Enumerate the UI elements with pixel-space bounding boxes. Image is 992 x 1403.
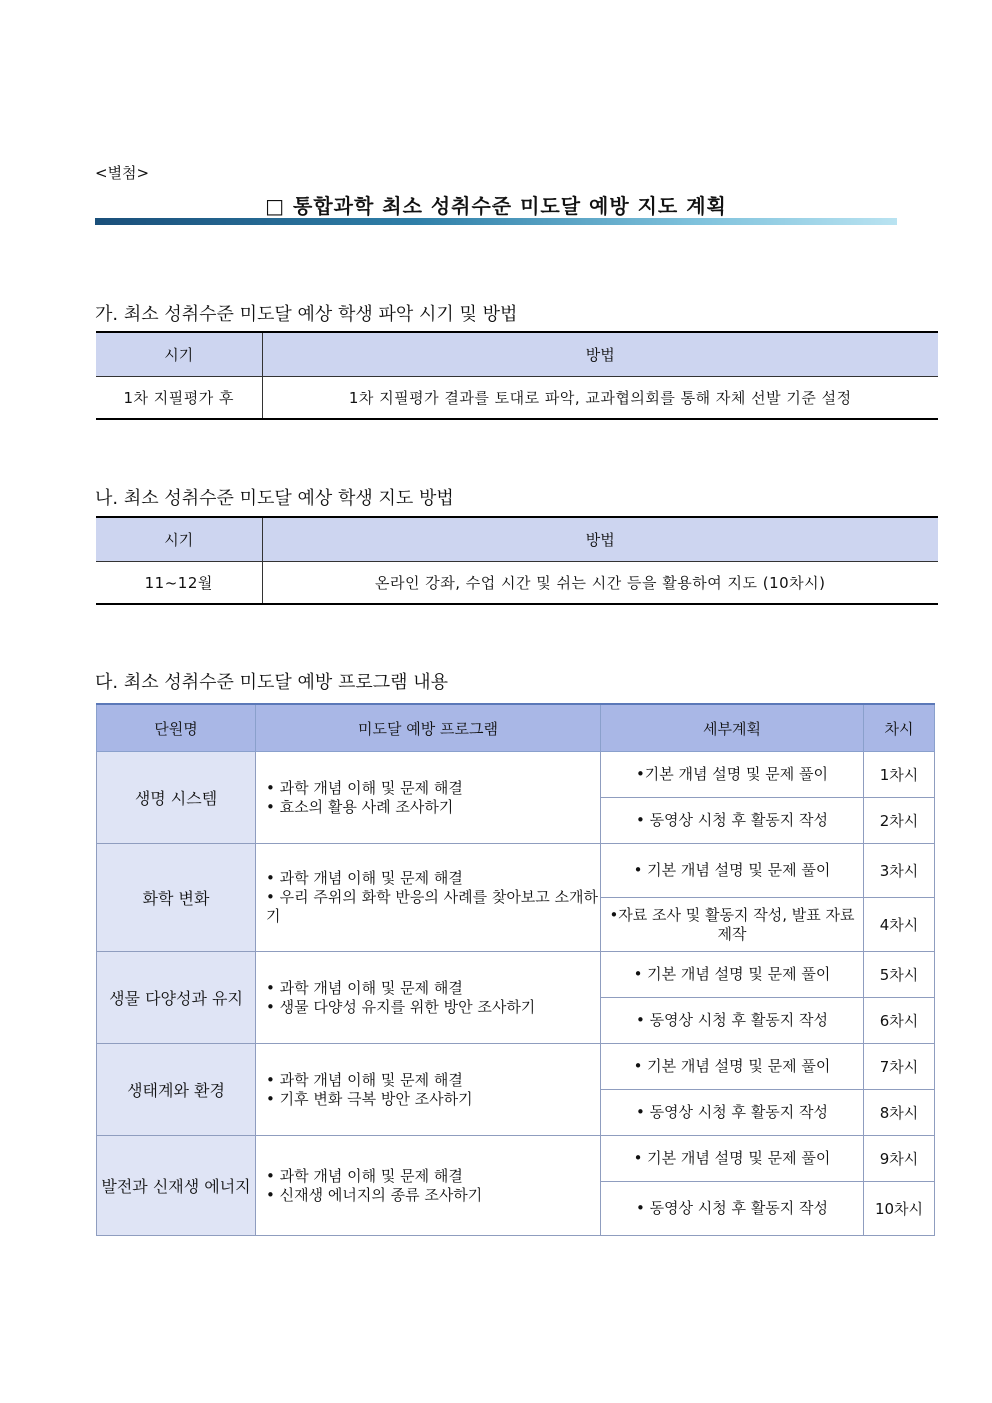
table-row: [96, 377, 938, 420]
session-cell: 8차시: [864, 1090, 935, 1136]
attachment-label: <별첨>: [95, 164, 150, 182]
session-cell: 7차시: [864, 1044, 935, 1090]
time-cell: 1차 지필평가 후: [96, 377, 262, 420]
time-cell: 11~12월: [96, 562, 262, 605]
program-item: • 신재생 에너지의 종류 조사하기: [266, 1185, 483, 1204]
program-table: [96, 703, 935, 1236]
title-underline-bar: [95, 218, 897, 225]
detail-plan-cell: •자료 조사 및 활동지 작성, 발표 자료 제작: [601, 898, 864, 952]
unit-name-cell: 생물 다양성과 유지: [97, 952, 256, 1044]
detail-plan-cell: • 동영상 시청 후 활동지 작성: [601, 1090, 864, 1136]
col-method-header: 방법: [262, 517, 938, 562]
col-method-header: 방법: [262, 332, 938, 377]
table-header-row: [96, 517, 938, 562]
program-item: • 과학 개념 이해 및 문제 해결: [266, 1070, 463, 1089]
program-item: • 생물 다양성 유지를 위한 방안 조사하기: [266, 997, 536, 1016]
unit-name-cell: 발전과 신재생 에너지: [97, 1136, 256, 1236]
table-row: [97, 844, 935, 898]
detail-plan-cell: • 동영상 시청 후 활동지 작성: [601, 998, 864, 1044]
table-row: [97, 752, 935, 798]
program-cell: [256, 844, 601, 952]
table-row: [97, 1044, 935, 1090]
detail-plan-cell: • 기본 개념 설명 및 문제 풀이: [601, 952, 864, 998]
method-cell: 1차 지필평가 결과를 토대로 파악, 교과협의회를 통해 자체 선발 기준 설정: [262, 377, 938, 420]
page-title: □ 통합과학 최소 성취수준 미도달 예방 지도 계획: [265, 194, 727, 218]
program-cell: [256, 752, 601, 844]
session-cell: 6차시: [864, 998, 935, 1044]
program-item: • 효소의 활용 사례 조사하기: [266, 797, 454, 816]
detail-plan-cell: • 동영상 시청 후 활동지 작성: [601, 798, 864, 844]
unit-name-cell: 생명 시스템: [97, 752, 256, 844]
section-na-heading: 나. 최소 성취수준 미도달 예상 학생 지도 방법: [95, 488, 454, 509]
program-cell: [256, 1136, 601, 1236]
table-header-row: [96, 332, 938, 377]
section-da-heading: 다. 최소 성취수준 미도달 예방 프로그램 내용: [95, 672, 449, 693]
program-cell: [256, 952, 601, 1044]
detail-plan-cell: • 기본 개념 설명 및 문제 풀이: [601, 1136, 864, 1182]
method-cell: 온라인 강좌, 수업 시간 및 쉬는 시간 등을 활용하여 지도 (10차시): [262, 562, 938, 605]
table-row: [96, 562, 938, 605]
guidance-method-table: [96, 516, 938, 605]
session-cell: 2차시: [864, 798, 935, 844]
table-row: [97, 952, 935, 998]
col-time-header: 시기: [96, 332, 262, 377]
program-item: • 과학 개념 이해 및 문제 해결: [266, 1166, 463, 1185]
col-session-header: 차시: [864, 704, 935, 752]
program-item: • 과학 개념 이해 및 문제 해결: [266, 778, 463, 797]
unit-name-cell: 화학 변화: [97, 844, 256, 952]
program-item: • 기후 변화 극복 방안 조사하기: [266, 1089, 473, 1108]
program-item: • 우리 주위의 화학 반응의 사례를 찾아보고 소개하기: [266, 888, 599, 925]
program-item: • 과학 개념 이해 및 문제 해결: [266, 869, 463, 887]
session-cell: 4차시: [864, 898, 935, 952]
session-cell: 9차시: [864, 1136, 935, 1182]
unit-name-cell: 생태계와 환경: [97, 1044, 256, 1136]
identification-table: [96, 331, 938, 420]
session-cell: 3차시: [864, 844, 935, 898]
detail-plan-cell: •기본 개념 설명 및 문제 풀이: [601, 752, 864, 798]
table-row: [97, 1136, 935, 1182]
program-item: • 과학 개념 이해 및 문제 해결: [266, 978, 463, 997]
detail-plan-cell: • 기본 개념 설명 및 문제 풀이: [601, 844, 864, 898]
session-cell: 1차시: [864, 752, 935, 798]
col-unit-header: 단원명: [97, 704, 256, 752]
program-cell: [256, 1044, 601, 1136]
session-cell: 5차시: [864, 952, 935, 998]
table-header-row: [97, 704, 935, 752]
detail-plan-cell: • 동영상 시청 후 활동지 작성: [601, 1182, 864, 1236]
section-ga-heading: 가. 최소 성취수준 미도달 예상 학생 파악 시기 및 방법: [95, 304, 518, 325]
col-detail-header: 세부계획: [601, 704, 864, 752]
col-program-header: 미도달 예방 프로그램: [256, 704, 601, 752]
detail-plan-cell: • 기본 개념 설명 및 문제 풀이: [601, 1044, 864, 1090]
session-cell: 10차시: [864, 1182, 935, 1236]
col-time-header: 시기: [96, 517, 262, 562]
